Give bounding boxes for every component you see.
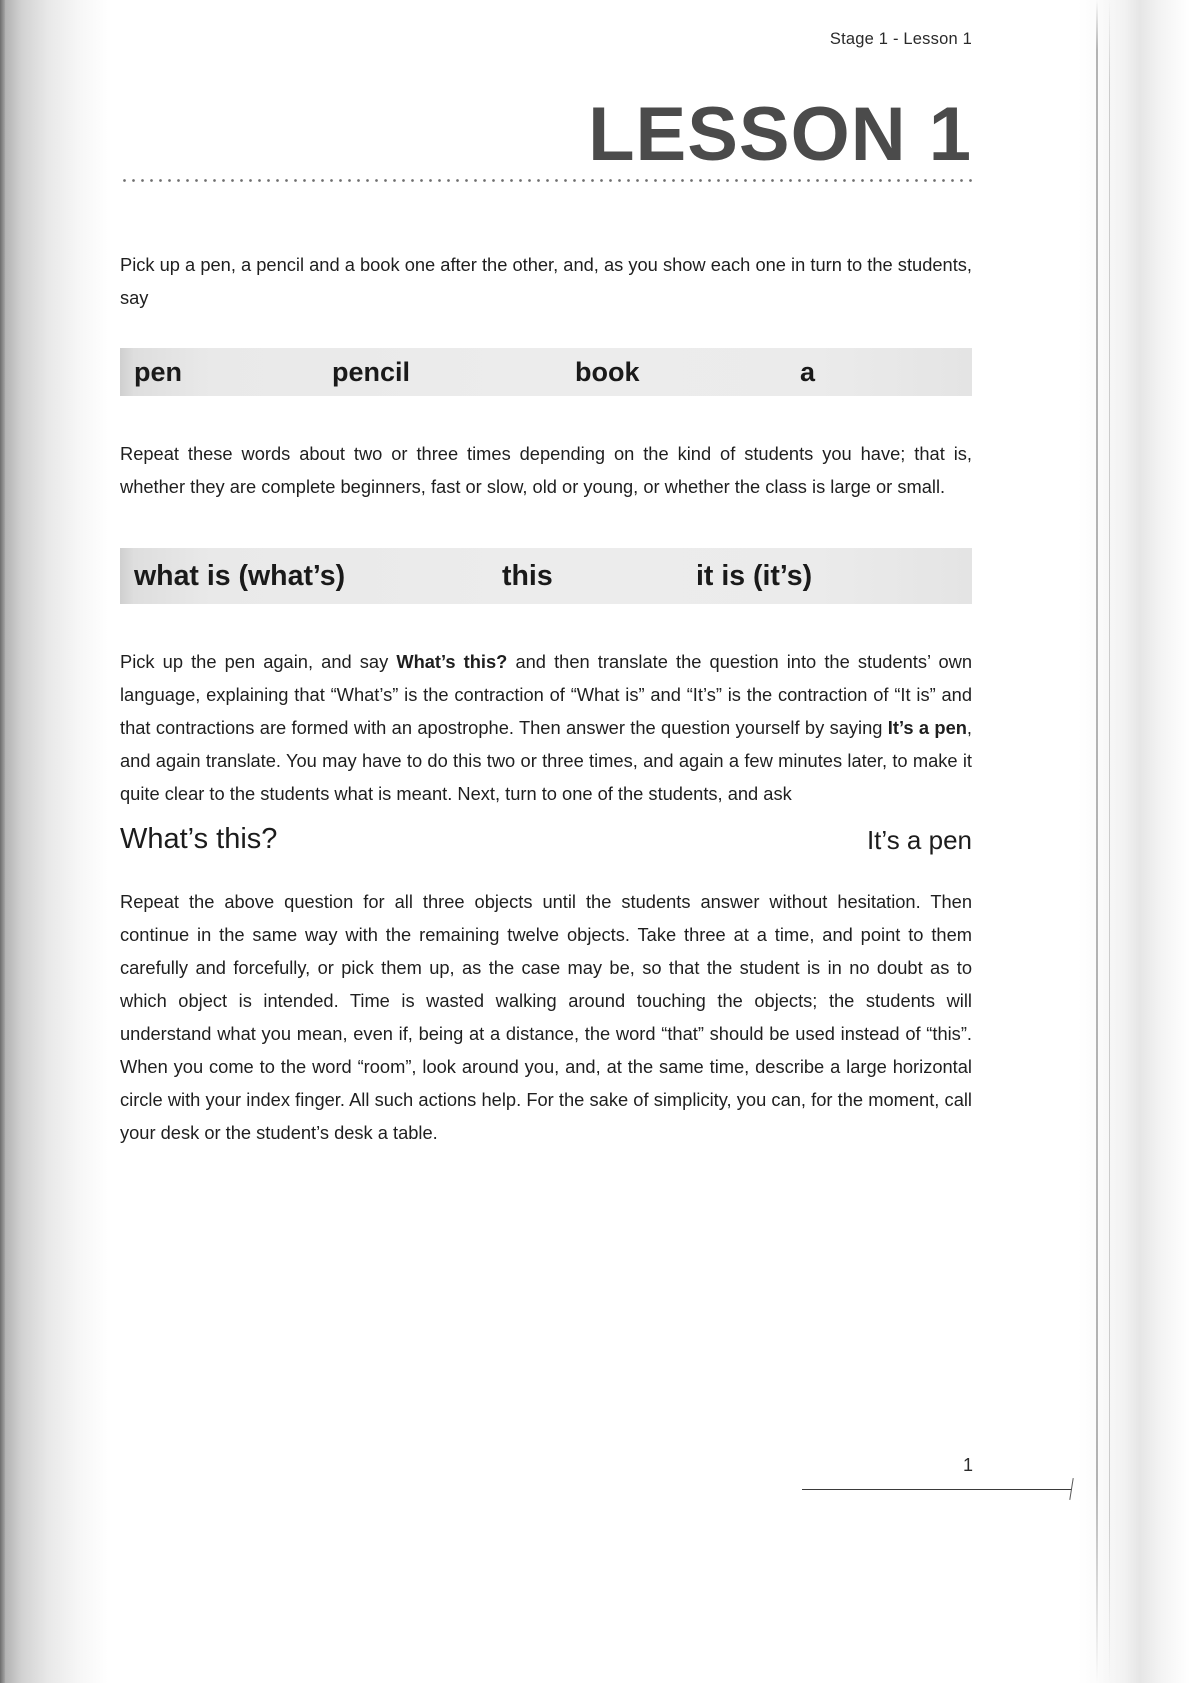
final-instructions-paragraph: Repeat the above question for all three objects until the students answer without hesitation. Then continue in the same way with the remaining twelve objects. Take three at a time, and point to them carefully and forcefully, or pick them up, as the case may be, so that the student is in no doubt as to which object is intended. Time is wasted walking around touching the objects; the students will understand what you mean, even if, being at a distance, the word “that” should be used instead of “this”. When you come to the word “room”, look around you, and, at the same time, describe a large horizontal circle with your index finger. All such actions help. For the sake of simplicity, you can, for the moment, call your desk or the student’s desk a table.: [120, 891, 972, 1143]
intro-paragraph: Pick up a pen, a pencil and a book one after the other, and, as you show each one in turn to the students, say: [120, 254, 972, 308]
page-edge-left: [0, 0, 5, 1683]
footer-corner-tick: [1069, 1478, 1073, 1500]
footer-rule: [802, 1489, 1072, 1490]
pickup-text-3: , and again translate. You may have to do this two or three times, and again a few minutes later, to make it quite clear to the students what is meant. Next, turn to one of the students, and ask: [120, 717, 972, 804]
vocabulary-band-2: [120, 548, 972, 604]
vocab-word-book: book: [575, 356, 640, 387]
scanner-edge-strip-right: [1078, 0, 1190, 1683]
question-answer-exchange: [120, 823, 972, 865]
vocab-word-pencil: pencil: [332, 356, 411, 387]
inline-bold-its-a-pen: It’s a pen: [887, 717, 967, 738]
pickup-pen-paragraph: [120, 645, 972, 810]
exchange-answer: It’s a pen: [866, 825, 972, 855]
vocab-word-this: this: [502, 559, 553, 592]
page-number: 1: [962, 1455, 973, 1475]
page-edge-line-right-secondary: [1109, 0, 1110, 1683]
vocabulary-band-2-words: [120, 548, 972, 604]
inline-bold-whats-this: What’s this?: [396, 651, 508, 672]
repeat-words-paragraph: Repeat these words about two or three times depending on the kind of students you have; that is, whether they are complete beginners, fast or slow, old or young, or whether the class is large or small.: [120, 443, 972, 497]
page-edge-line-right: [1096, 0, 1098, 1683]
page-title: LESSON 1: [588, 92, 972, 177]
vocab-word-pen: pen: [134, 356, 183, 387]
vocab-phrase-it-is: it is (it’s): [696, 559, 813, 592]
pickup-text-2: and then translate the question into the students’ own language, explaining that “What’s” is the contraction of “What is” and “It’s” is the contraction of “It is” and that contractions are formed with an apostrophe. Then answer the question yourself by saying: [120, 651, 972, 738]
exchange-question: What’s this?: [120, 823, 278, 855]
vocabulary-band-1-words: [120, 348, 972, 396]
running-head: Stage 1 - Lesson 1: [829, 30, 972, 48]
page-content: [120, 0, 972, 1683]
pickup-text-1: Pick up the pen again, and say: [120, 651, 397, 672]
vocab-word-a: a: [800, 356, 816, 387]
dotted-divider: [120, 178, 972, 183]
vocabulary-band-1: [120, 348, 972, 396]
vocab-phrase-what-is: what is (what’s): [134, 559, 346, 592]
binding-gutter-shadow: [0, 0, 108, 1683]
